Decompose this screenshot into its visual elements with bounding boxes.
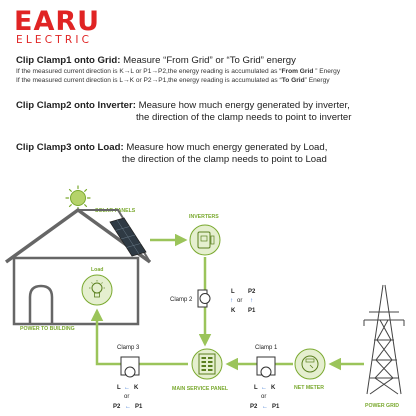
instruction-clamp1-note-1 — [16, 67, 340, 76]
brand-logo: EARU — [14, 6, 101, 37]
instruction-clamp1-title — [16, 55, 296, 67]
clamp3-right-bottom: P1 — [135, 404, 143, 410]
clamp1-right-top: K — [271, 385, 276, 391]
net-meter-label: NET METER — [294, 385, 324, 391]
clamp3-icon — [121, 357, 139, 377]
main-service-panel-label: MAIN SERVICE PANEL — [172, 386, 229, 392]
instruction-clamp3-title — [16, 142, 327, 154]
inverter-circle — [190, 225, 220, 255]
clamp1-or: or — [261, 394, 267, 400]
clamp3-arrow-top: ← — [124, 385, 130, 391]
clamp1-right-bottom: P1 — [272, 404, 280, 410]
note-1-part-c: ” Energy — [313, 68, 341, 75]
instruction-clamp3-text: Measure how much energy generated by Load, — [126, 142, 328, 153]
clamp2-left-bottom: K — [231, 308, 236, 314]
note-2-part-c: ” Energy — [304, 77, 330, 84]
inverters-label: INVERTERS — [189, 214, 219, 220]
note-2-part-a: If the measured current direction is L→K or P2→P1,the energy reading is accumulated as “ — [16, 77, 282, 84]
note-2-part-b: To Grid — [281, 77, 305, 84]
instruction-clamp3-text2: the direction of the clamp needs to point to Load — [122, 154, 327, 165]
arrow-panel-to-load — [97, 311, 188, 364]
clamp3-left-top: L — [117, 385, 121, 391]
clamp2-right-top: P2 — [248, 289, 256, 295]
solar-panels-label: SOLAR PANELS — [95, 208, 136, 214]
clamp2-or: or — [237, 298, 243, 304]
clamp3-left-bottom: P2 — [113, 404, 121, 410]
instruction-clamp2-prefix: Clip Clamp2 onto Inverter: — [16, 100, 139, 111]
clamp2-right-arrow: ↑ — [250, 298, 253, 304]
instruction-clamp2-text2: the direction of the clamp needs to point to inverter — [136, 112, 352, 123]
clamp1-icon — [257, 357, 275, 377]
brand-logo-subtitle: ELECTRIC — [16, 34, 93, 46]
power-grid-label: POWER GRID — [365, 403, 400, 409]
instruction-clamp1-text: Measure “From Grid” or “To Grid” energy — [123, 55, 296, 66]
clamp1-title: Clamp 1 — [255, 345, 278, 351]
clamp2-title: Clamp 2 — [170, 297, 193, 303]
clamp1-arrow-bottom: ← — [262, 404, 268, 410]
clamp2-left-top: L — [231, 289, 235, 295]
clamp2-right-bottom: P1 — [248, 308, 256, 314]
wiring-diagram — [0, 175, 416, 416]
clamp1-arrow-top: ← — [261, 385, 267, 391]
load-label: Load — [91, 267, 104, 273]
instruction-clamp1-prefix: Clip Clamp1 onto Grid: — [16, 55, 124, 66]
instruction-clamp2-text: Measure how much energy generated by inverter, — [138, 100, 350, 111]
clamp3-title: Clamp 3 — [117, 345, 140, 351]
instruction-clamp1-note-2 — [16, 76, 330, 85]
clamp2-left-arrow: ↑ — [230, 298, 233, 304]
power-to-building-label: POWER TO BUILDING — [20, 326, 75, 332]
note-1-part-a: If the measured current direction is K→L or P1→P2,the energy reading is accumulated as “ — [16, 68, 282, 75]
sun-icon — [66, 186, 90, 210]
net-meter-circle — [295, 349, 325, 379]
power-tower-icon — [364, 285, 404, 394]
note-1-part-b: From Grid — [281, 68, 314, 75]
clamp2-icon — [198, 290, 210, 307]
clamp3-right-top: K — [134, 385, 139, 391]
instruction-clamp2-title — [16, 100, 350, 112]
clamp1-left-bottom: P2 — [250, 404, 258, 410]
load-circle — [82, 275, 112, 305]
clamp3-arrow-bottom: ← — [125, 404, 131, 410]
instruction-clamp3-prefix: Clip Clamp3 onto Load: — [16, 142, 127, 153]
clamp3-or: or — [124, 394, 130, 400]
clamp1-left-top: L — [254, 385, 258, 391]
